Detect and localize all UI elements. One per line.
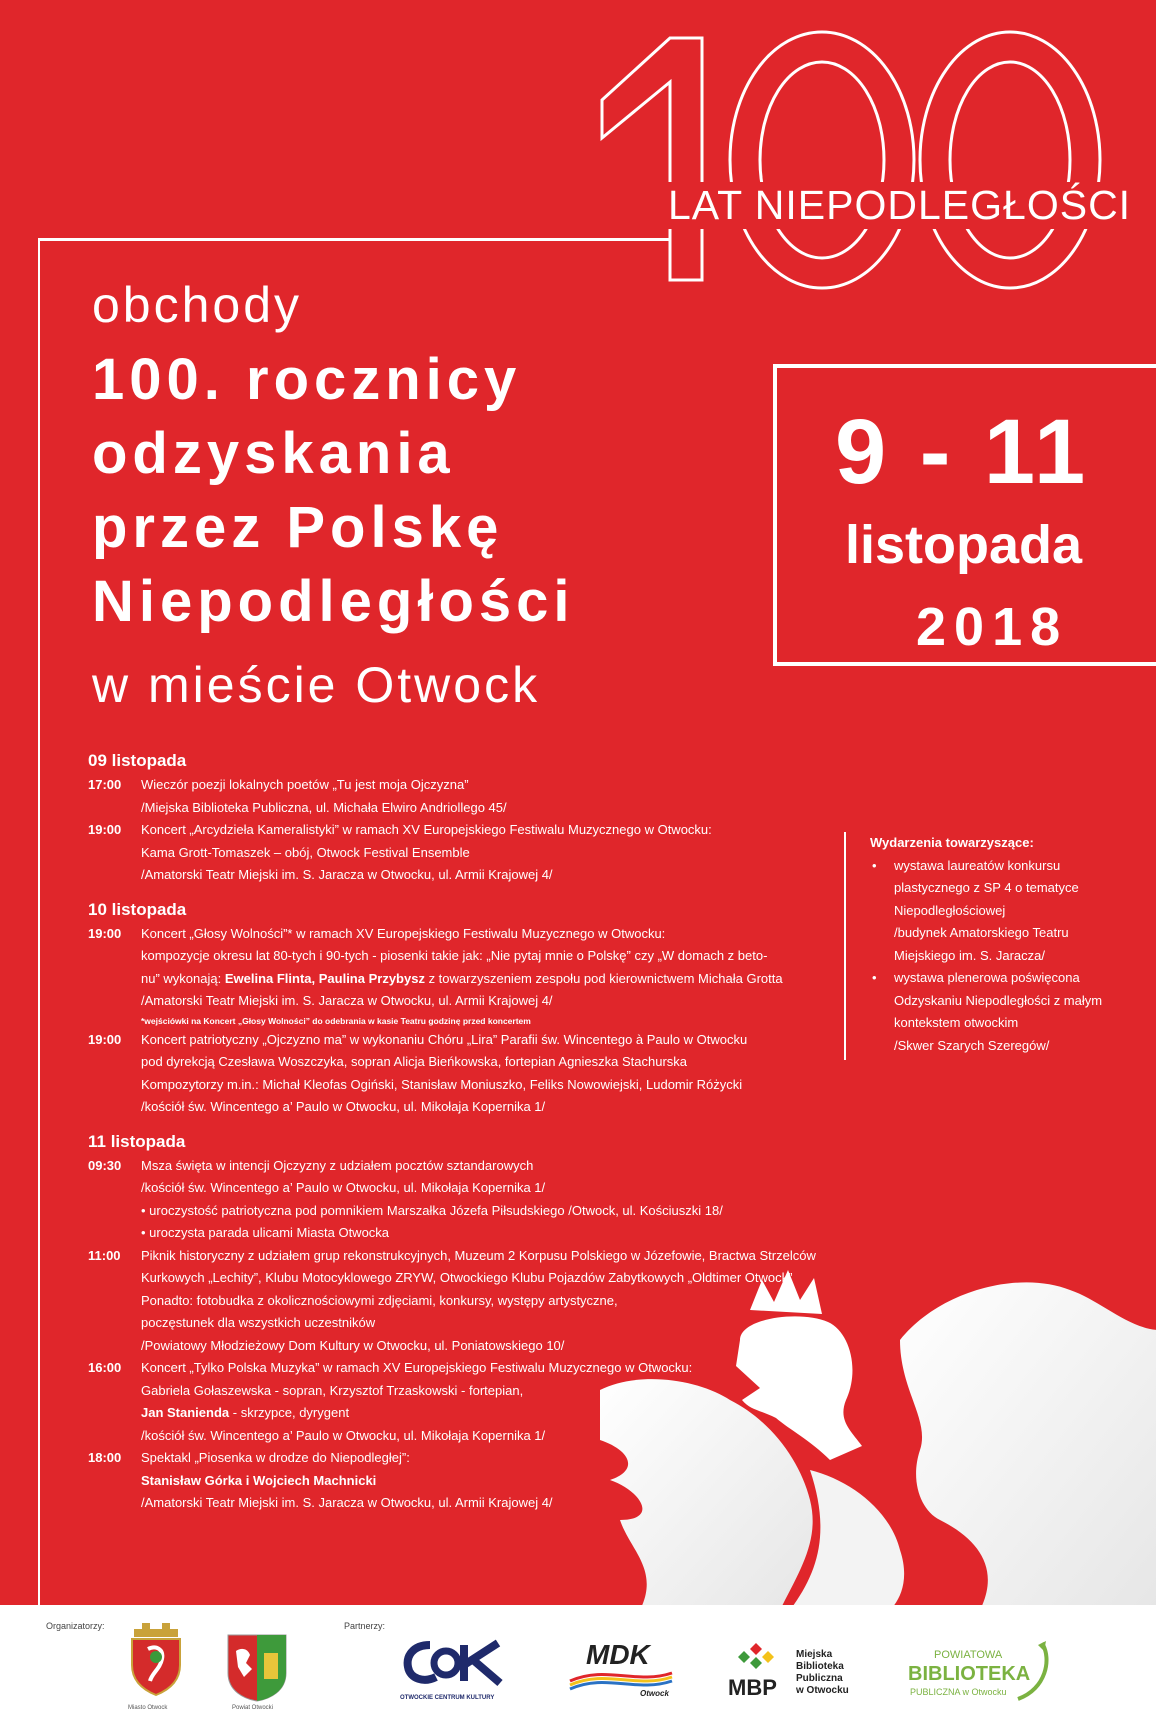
event-line: Wieczór poezji lokalnych poetów „Tu jest moja Ojczyzna”: [141, 777, 469, 792]
event-line: /Amatorski Teatr Miejski im. S. Jaracza w Otwocku, ul. Armii Krajowej 4/: [141, 867, 553, 882]
white-eagle-icon: [600, 1270, 1156, 1605]
program-event: [88, 774, 858, 819]
title-line-niepodleglosci: Niepodległości: [92, 569, 575, 634]
mbp-name-line: Publiczna: [796, 1673, 843, 1684]
event-lines: [141, 1155, 858, 1245]
mbp-abbr: MBP: [728, 1675, 777, 1700]
lat-niepodleglosci-text: LAT NIEPODLEGŁOŚCI: [662, 182, 1137, 229]
mbp-name-line: Miejska: [796, 1649, 833, 1660]
program-day-heading: 11 listopada: [88, 1131, 186, 1151]
title-line-przez-polske: przez Polskę: [92, 495, 504, 560]
miasto-otwock-crest-icon: [126, 1619, 186, 1697]
event-line: /Miejska Biblioteka Publiczna, ul. Michała Elwiro Andriollego 45/: [141, 799, 507, 815]
side-event-line: [894, 1035, 1152, 1058]
side-event-line: [894, 990, 1152, 1013]
event-time: 16:00: [88, 1360, 122, 1375]
title-line-odzyskania: odzyskania: [92, 421, 455, 486]
side-event-text: wystawa laureatów konkursu: [894, 857, 1061, 873]
event-time: 09:30: [88, 1157, 122, 1173]
event-note: *wejściówki na Koncert „Głosy Wolności” do odebrania w kasie Teatru godzinę przed koncertem: [141, 1015, 531, 1026]
pbp-line2: BIBLIOTEKA: [908, 1663, 1031, 1685]
event-line: Kompozytorzy m.in.: Michał Kleofas Ogiński, Stanisław Moniuszko, Feliks Nowowiejski, Ludomir Różycki: [141, 1076, 743, 1092]
event-line: Koncert patriotyczny „Ojczyzno ma” w wykonaniu Chóru „Lira” Parafii św. Wincentego à Paulo w Otwocku: [141, 1031, 748, 1047]
frame-top-line: [38, 238, 670, 241]
footer-logos: [0, 1605, 1156, 1729]
date-month: listopada: [845, 515, 1083, 575]
event-line: Spektakl „Piosenka w drodze do Niepodległej”:: [141, 1450, 410, 1465]
side-event-line: [894, 945, 1152, 968]
bullet-icon: •: [872, 857, 877, 873]
mdk-subtext: Otwock: [640, 1689, 669, 1698]
big-100-outline-icon: [590, 20, 1110, 310]
event-line: pod dyrekcją Czesława Woszczyka, sopran Alicja Bieńkowska, fortepian Agnieszka Stachurska: [141, 1054, 688, 1069]
event-line: Kurkowych „Lechity”, Klubu Motocyklowego ZRYW, Otwockiego Klubu Pojazdów Zabytkowych „Oldtimer Otwock”: [141, 1270, 793, 1285]
program-day-heading: 09 listopada: [88, 751, 187, 770]
program-event: [88, 1155, 858, 1245]
pbp-line3: PUBLICZNA w Otwocku: [910, 1687, 1007, 1697]
side-event-text: Niepodległościowej: [894, 902, 1006, 918]
side-event-text: kontekstem otwockim: [894, 1015, 1019, 1030]
event-line: /kościół św. Wincentego a’ Paulo w Otwocku, ul. Mikołaja Kopernika 1/: [141, 1180, 546, 1195]
event-line: nu” wykonają: Ewelina Flinta, Paulina Przybysz z towarzyszeniem zespołu pod kierownictwem Michała Grotta: [141, 970, 783, 986]
title-line-rocznicy: 100. rocznicy: [92, 347, 522, 412]
ock-caption: OTWOCKIE CENTRUM KULTURY: [400, 1695, 495, 1701]
event-lines: [141, 819, 858, 887]
event-line: Ponadto: fotobudka z okolicznościowymi zdjęciami, konkursy, występy artystyczne,: [141, 1292, 618, 1308]
event-time: 19:00: [88, 1031, 122, 1047]
side-event-line: [872, 967, 1152, 990]
event-time: 18:00: [88, 1450, 122, 1465]
event-lines: [141, 774, 858, 819]
side-event-text: /budynek Amatorskiego Teatru: [894, 925, 1069, 940]
mbp-name: [796, 1649, 849, 1697]
event-line: Piknik historyczny z udziałem grup rekonstrukcyjnych, Muzeum 2 Korpusu Polskiego w Józefowie, Bractwa Strzelców: [141, 1247, 816, 1263]
title-line-otwock: w mieście Otwock: [92, 657, 541, 713]
date-range: 9 - 11: [835, 401, 1090, 503]
event-line: Koncert „Głosy Wolności”* w ramach XV Europejskiego Festiwalu Muzycznego w Otwocku:: [141, 925, 666, 941]
side-events-list: [872, 855, 1152, 1058]
event-line: Msza święta w intencji Ojczyzny z udziałem pocztów sztandarowych: [141, 1157, 534, 1173]
mdk-text: MDK: [586, 1639, 650, 1670]
event-line: Kama Grott-Tomaszek – obój, Otwock Festival Ensemble: [141, 844, 470, 860]
pbp-line1: POWIATOWA: [934, 1649, 1003, 1661]
title-line-obchody: obchody: [92, 277, 303, 333]
side-event-line: [894, 1012, 1152, 1035]
powiat-otwocki-crest-icon: [226, 1633, 288, 1703]
event-line: • uroczystość patriotyczna pod pomnikiem Marszałka Józefa Piłsudskiego /Otwock, ul. Kościuszki 18/: [141, 1202, 723, 1218]
event-time: 17:00: [88, 777, 122, 792]
side-events-title: Wydarzenia towarzyszące:: [870, 835, 1034, 850]
event-time: 19:00: [88, 822, 122, 837]
event-line: Jan Stanienda - skrzypce, dyrygent: [141, 1405, 350, 1420]
program-event: [88, 923, 858, 1029]
event-time: 19:00: [88, 925, 122, 941]
event-line: Gabriela Gołaszewska - sopran, Krzysztof Trzaskowski - fortepian,: [141, 1382, 524, 1398]
event-lines: [141, 923, 858, 1029]
side-event-text: plastycznego z SP 4 o tematyce: [894, 880, 1079, 895]
ock-logo-icon: [402, 1639, 512, 1691]
side-event-line: [894, 922, 1152, 945]
program-event: [88, 1029, 858, 1119]
event-line: Koncert „Tylko Polska Muzyka” w ramach XV Europejskiego Festiwalu Muzycznego w Otwocku:: [141, 1360, 693, 1375]
program-event: [88, 819, 858, 887]
event-lines: [141, 1029, 858, 1119]
side-event-line: [894, 900, 1152, 923]
side-event-text: /Skwer Szarych Szeregów/: [894, 1037, 1050, 1053]
event-line: Stanisław Górka i Wojciech Machnicki: [141, 1472, 377, 1488]
powiat-otwocki-caption: Powiat Otwocki: [232, 1705, 274, 1711]
side-event-text: Odzyskaniu Niepodległości z małym: [894, 992, 1103, 1008]
program-day-heading: 10 listopada: [88, 899, 187, 919]
side-event-text: wystawa plenerowa poświęcona: [894, 970, 1080, 985]
bullet-icon: •: [872, 970, 877, 985]
mbp-name-line: Biblioteka: [796, 1661, 844, 1672]
mbp-logo-icon: [736, 1641, 776, 1671]
event-line: /Amatorski Teatr Miejski im. S. Jaracza w Otwocku, ul. Armii Krajowej 4/: [141, 1495, 553, 1510]
organizers-label: Organizatorzy:: [46, 1621, 105, 1631]
event-line: Koncert „Arcydzieła Kameralistyki” w ramach XV Europejskiego Festiwalu Muzycznego w Otwocku:: [141, 822, 712, 837]
side-event-line: [872, 855, 1152, 878]
side-event-text: Miejskiego im. S. Jaracza/: [894, 947, 1045, 963]
event-time: 11:00: [88, 1247, 121, 1263]
side-events: [844, 832, 1152, 1060]
pbp-swoosh-icon: [1012, 1639, 1052, 1703]
side-event-line: [894, 877, 1152, 900]
event-line: /kościół św. Wincentego a’ Paulo w Otwocku, ul. Mikołaja Kopernika 1/: [141, 1099, 546, 1114]
event-line: kompozycje okresu lat 80-tych i 90-tych - piosenki takie jak: „Nie pytaj mnie o Polskę” czy „W domach z beto-: [141, 948, 768, 963]
event-line: poczęstunek dla wszystkich uczestników: [141, 1315, 376, 1330]
event-line: /Amatorski Teatr Miejski im. S. Jaracza w Otwocku, ul. Armii Krajowej 4/: [141, 993, 553, 1008]
frame-left-line: [38, 240, 40, 1605]
date-year: 2018: [916, 597, 1069, 657]
event-line: • uroczysta parada ulicami Miasta Otwocka: [141, 1225, 390, 1240]
partners-label: Partnerzy:: [344, 1621, 386, 1631]
mbp-name-line: w Otwocku: [796, 1685, 849, 1696]
event-line: /Powiatowy Młodzieżowy Dom Kultury w Otwocku, ul. Poniatowskiego 10/: [141, 1337, 565, 1353]
event-line: /kościół św. Wincentego a’ Paulo w Otwocku, ul. Mikołaja Kopernika 1/: [141, 1427, 546, 1443]
miasto-otwock-caption: Miasto Otwock: [128, 1705, 168, 1711]
